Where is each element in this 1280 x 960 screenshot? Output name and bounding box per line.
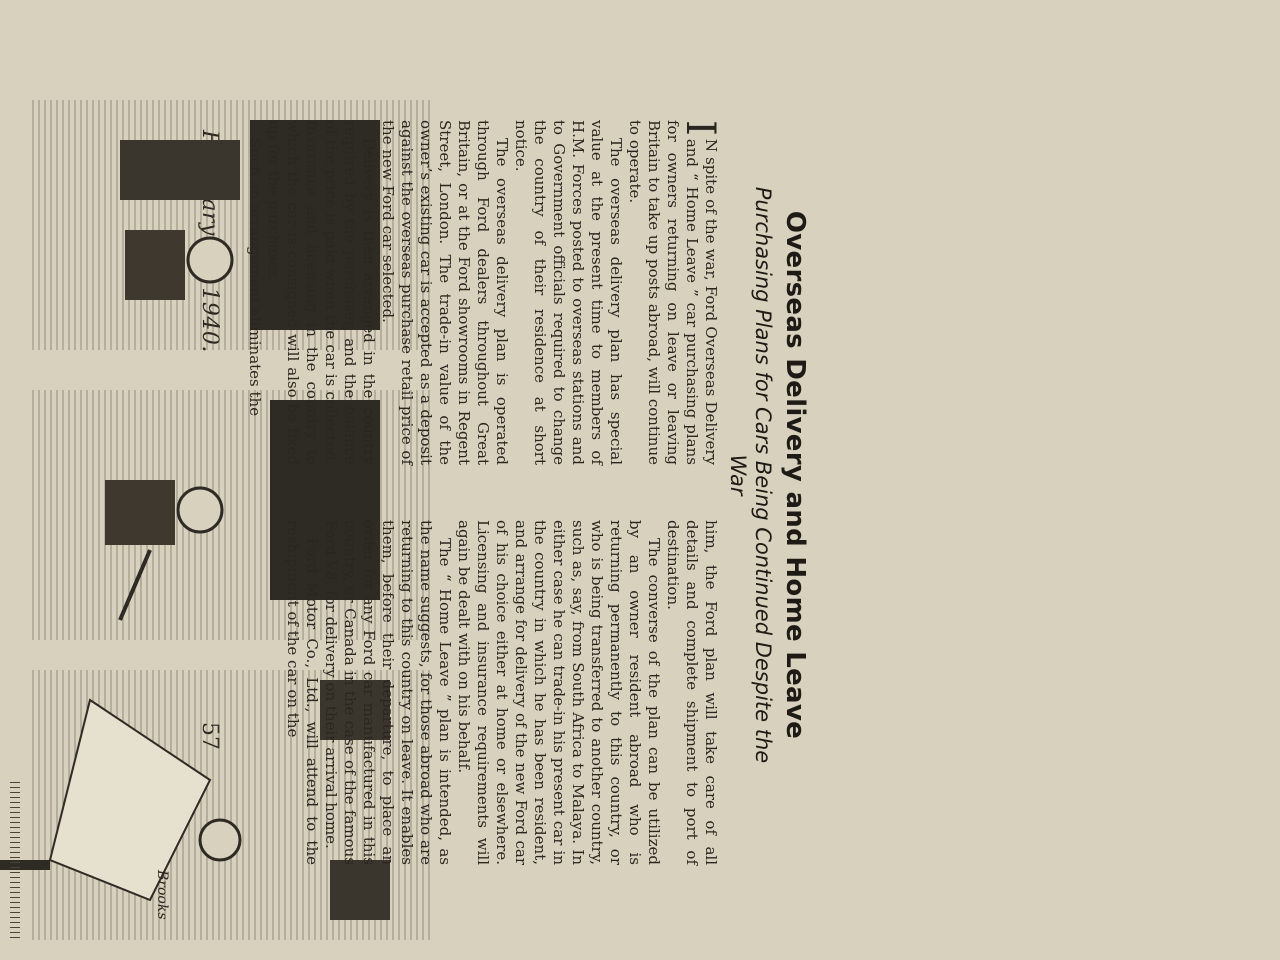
drop-cap: I [677, 120, 723, 136]
paragraph: Ford Motor Co., Ltd., will attend to the reshipment of the car on the [284, 520, 321, 865]
article-column-2 [284, 520, 720, 865]
paragraph: I N spite of the war, Ford Overseas Delivery and “ Home Leave ” car purchasing plans for owners returning on leave or leaving Britain to take up posts abroad, will continue to operate. [626, 120, 723, 465]
paragraph: The “ Home Leave ” plan is intended, as the name suggests, for those abroad who are returning to this country on leave. It enables them, before their departure, to place an order for any Ford car manufactured in this country, or Canada in the case of the famous Ford V8, for delivery on their arrival home. [322, 520, 454, 865]
paragraph: The overseas delivery plan is operated through Ford dealers throughout Great Britain, or at the Ford showrooms in Regent Street, London. The trade-in value of the owner’s existing car is accepted as a deposit against the overseas purchase retail price of the new Ford car selected. [379, 120, 511, 465]
article-column-1 [246, 120, 723, 465]
paragraph: The overseas delivery plan has special value at the present time to members of H.M. Forces posted to overseas stations and to Government officials required to change the country of their residence at short notice. [512, 120, 625, 465]
article-headline: Overseas Delivery and Home Leave [780, 210, 810, 740]
article-subhead: Purchasing Plans for Cars Being Continued Despite the War [726, 186, 775, 764]
paragraph: The converse of the plan can be utilized by an owner resident abroad who is returning permanently to this country, or who is being transferred to another country, such as, say, from South Africa to Malaya. In either case he can trade-in his present car in the country in which he has been resident, and arrange for delivery of the new Ford car of his choice either at home or elsewhere. Licensing and insurance requirements will again be dealt with on his behalf. [455, 520, 663, 865]
paragraph: Delivery is then arranged in the country required by the purchaser, and the balance of the price is paid when the car is collected. Insurance and licensing in the country to which the car is consigned will also be fixed up for the purchaser. [265, 120, 378, 465]
paragraph: Such an arrangement eliminates the [246, 138, 264, 417]
illustrator-credit: Brooks [154, 870, 170, 920]
paragraph: him, the Ford plan will take care of all details and complete shipment to port of destination. [664, 520, 720, 865]
